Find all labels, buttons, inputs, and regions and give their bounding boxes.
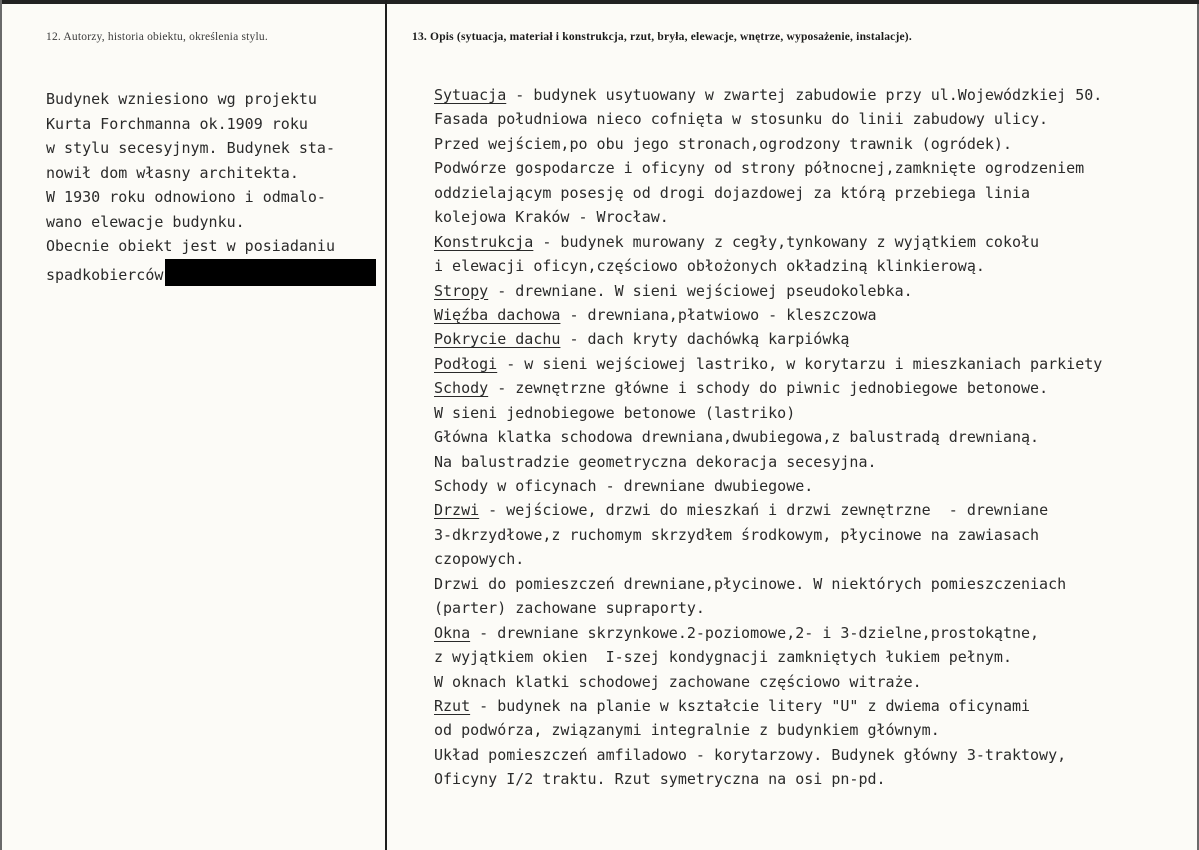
text-line-content: (parter) zachowane supraporty. [434,599,705,618]
text-line-content: Drzwi do pomieszczeń drewniane,płycinowe. W niektórych pomieszczeniach [434,574,1067,593]
text-line [434,107,1102,131]
section-term: Konstrukcja [434,232,534,251]
text-line-content: - wejściowe, drzwi do mieszkań i drzwi zewnętrzne - drewniane [479,501,1049,520]
text-line [434,205,1102,229]
text-line-content: - drewniane. W sieni wejściowej pseudokolebka. [488,281,913,300]
text-line-content: W sieni jednobiegowe betonowe (lastriko) [434,403,796,422]
section-term: Okna [434,623,471,642]
section-term: Drzwi [434,501,480,520]
text-line [434,279,1102,303]
text-line-content: - drewniana,płatwiowo - kleszczowa [560,305,877,324]
section-term: Stropy [434,281,489,300]
text-line [434,156,1102,180]
top-edge-bar [2,0,1199,4]
section-term: Schody [434,379,489,398]
section-term: Rzut [434,696,471,715]
text-line-content: Fasada południowa nieco cofnięta w stosunku do linii zabudowy ulicy. [434,110,1049,129]
authors-history-text [46,87,376,283]
text-line-content: Budynek wzniesiono wg projektu [46,90,317,108]
text-line [434,83,1102,107]
section-term: Podłogi [434,354,498,373]
text-line-content: oddzielającym posesję od drogi dojazdowej za którą przebiega linia [434,183,1031,202]
section-term: Pokrycie dachu [434,330,561,349]
text-line-content: W oknach klatki schodowej zachowane częściowo witraże. [434,672,922,691]
text-line [46,161,376,186]
text-line [434,718,1102,742]
text-line [434,670,1102,694]
text-line-content: - drewniane skrzynkowe.2-poziomowe,2- i 3-dzielne,prostokątne, [470,623,1040,642]
text-line-content: Obecnie obiekt jest w posiadaniu [46,237,335,255]
text-line [434,450,1102,474]
text-line [434,376,1102,400]
text-line [434,596,1102,620]
text-line [434,401,1102,425]
text-line [46,210,376,235]
text-line [434,743,1102,767]
text-line-content: Schody w oficynach - drewniane dwubiegowe. [434,477,814,495]
text-line-content: wano elewacje budynku. [46,212,245,231]
text-line [434,572,1102,596]
text-line [434,352,1102,376]
text-line-content: - budynek murowany z cegły,tynkowany z wyjątkiem cokołu [533,232,1040,251]
text-line-content: w stylu secesyjnym. Budynek sta- [46,139,335,157]
text-line-content: od podwórza, związanymi integralnie z budynkiem głównym. [434,721,940,740]
section-term: Więźba dachowa [434,305,561,324]
text-line [434,523,1102,547]
text-line [434,645,1102,669]
text-line [434,230,1102,254]
text-line [434,425,1102,449]
text-line-content: spadkobierców [46,265,164,284]
section-12-header: 12. Autorzy, historia obiektu, określenia stylu. [46,31,268,43]
text-line [434,621,1102,645]
text-line [434,254,1102,278]
text-line-content: W 1930 roku odnowiono i odmalo- [46,188,326,206]
text-line-content: Podwórze gospodarcze i oficyny od strony północnej,zamknięte ogrodzeniem [434,159,1085,178]
text-line-content: kolejowa Kraków - Wrocław. [434,208,669,227]
text-line [434,181,1102,205]
text-line [434,132,1102,156]
description-text [434,83,1102,792]
text-line-content: Oficyny I/2 traktu. Rzut symetryczna na osi pn-pd. [434,770,886,789]
text-line [434,474,1102,498]
text-line [434,694,1102,718]
text-line-content: Kurta Forchmanna ok.1909 roku [46,114,308,133]
section-13-header: 13. Opis (sytuacja, materiał i konstrukcja, rzut, bryła, elewacje, wnętrze, wyposażenie, instalacje). [412,31,912,43]
text-line [434,767,1102,791]
text-line-content: Układ pomieszczeń amfiladowo - korytarzowy. Budynek główny 3-traktowy, [434,745,1067,764]
text-line-content: i elewacji oficyn,częściowo obłożonych okładziną klinkierową. [434,257,985,276]
text-line-content: - budynek na planie w kształcie litery "U" z dwiema oficynami [470,696,1031,715]
text-line-content: z wyjątkiem okien I-szej kondygnacji zamkniętych łukiem pełnym. [434,648,1012,667]
text-line-content: - dach kryty dachówką karpiówką [560,330,850,349]
text-line-content: nowił dom własny architekta. [46,163,299,182]
text-line [46,185,376,210]
text-line-content: Na balustradzie geometryczna dekoracja secesyjna. [434,452,877,471]
text-line [46,234,376,259]
text-line-content: - zewnętrzne główne i schody do piwnic jednobiegowe betonowe. [488,379,1049,398]
section-term: Sytuacja [434,86,507,104]
text-line-content: Przed wejściem,po obu jego stronach,ogrodzony trawnik (ogródek). [434,134,1012,153]
text-line [434,303,1102,327]
text-line [434,547,1102,571]
text-line [46,87,376,112]
text-line-content: czopowych. [434,550,525,569]
text-line [46,112,376,137]
text-line [434,498,1102,522]
text-line-content: - w sieni wejściowej lastriko, w korytarzu i mieszkaniach parkiety [497,354,1103,373]
text-line-content: Główna klatka schodowa drewniana,dwubiegowa,z balustradą drewnianą. [434,428,1040,447]
text-line-content: 3-dkrzydłowe,z ruchomym skrzydłem środkowym, płycinowe na zawiasach [434,525,1040,544]
redaction-bar [165,259,376,286]
column-divider [385,0,387,850]
text-line [46,136,376,161]
text-line [434,327,1102,351]
text-line [46,259,376,284]
text-line-content: - budynek usytuowany w zwartej zabudowie przy ul.Wojewódzkiej 50. [506,86,1103,104]
